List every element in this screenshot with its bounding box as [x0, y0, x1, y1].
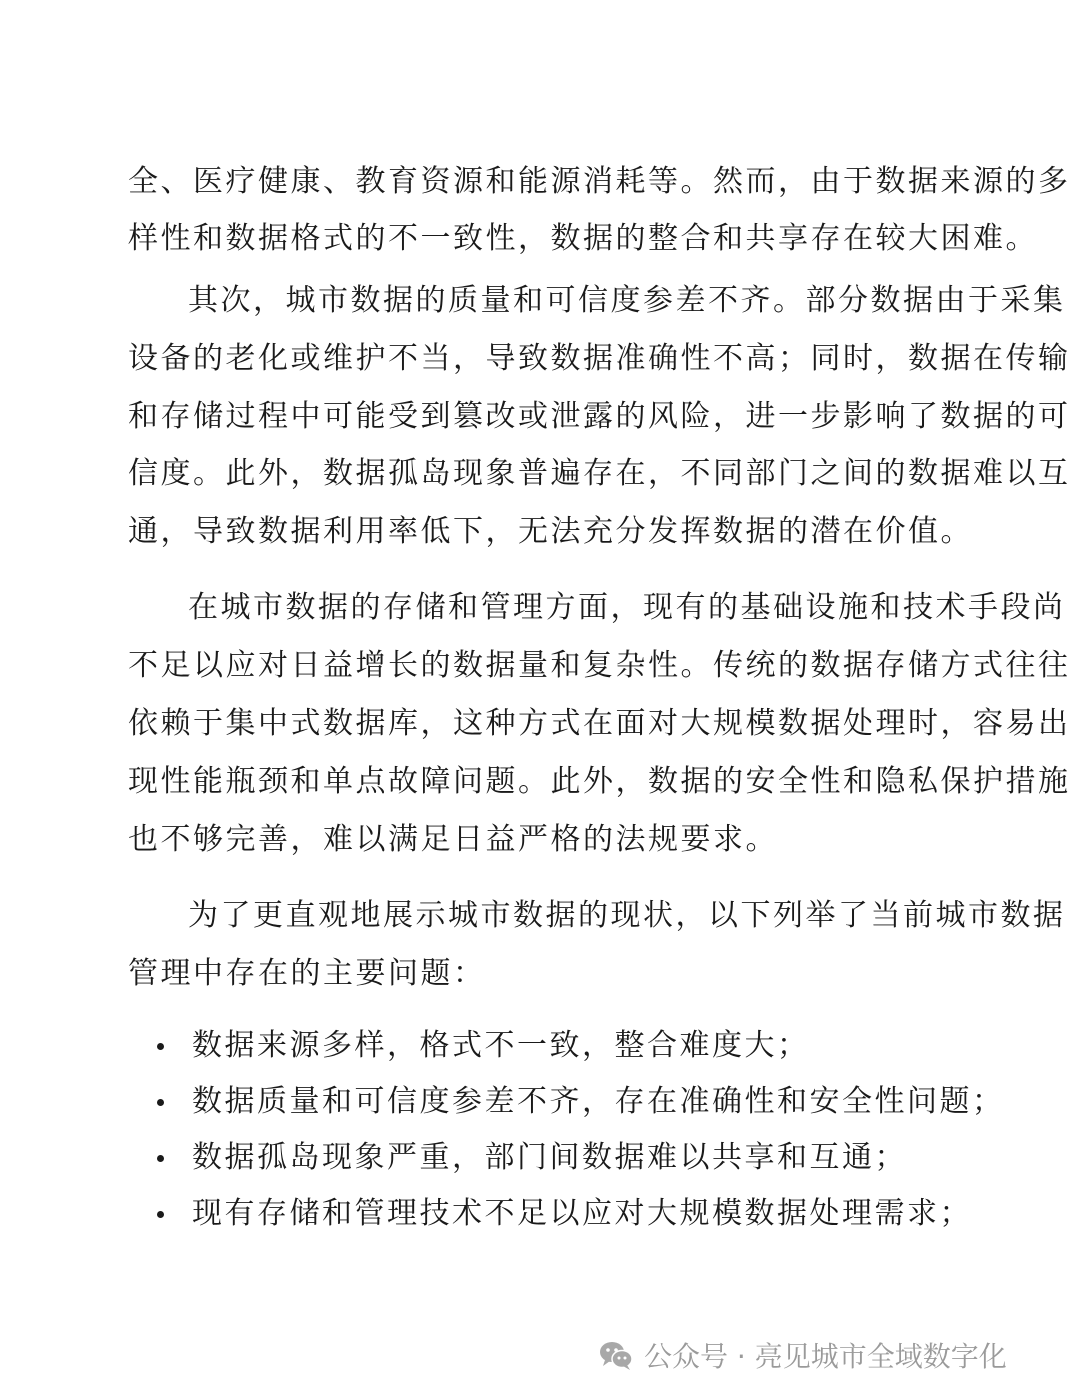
paragraph-2-line-5: 通，导致数据利用率低下，无法充分发挥数据的潜在价值。: [128, 514, 973, 549]
watermark-text: 公众号 · 亮见城市全域数字化: [644, 1340, 1007, 1373]
paragraph-1-line-2: 样性和数据格式的不一致性，数据的整合和共享存在较大困难。: [128, 221, 1038, 256]
bullet-item-3: 数据孤岛现象严重，部门间数据难以共享和互通；: [192, 1140, 907, 1175]
paragraph-3-line-5: 也不够完善，难以满足日益严格的法规要求。: [128, 822, 778, 857]
paragraph-2-line-1: 其次，城市数据的质量和可信度参差不齐。部分数据由于采集: [188, 283, 1066, 318]
bullet-marker: [157, 1211, 164, 1218]
paragraph-2-line-3: 和存储过程中可能受到篡改或泄露的风险，进一步影响了数据的可: [128, 399, 1071, 434]
bullet-marker: [157, 1155, 164, 1162]
paragraph-2-line-4: 信度。此外，数据孤岛现象普遍存在，不同部门之间的数据难以互: [128, 456, 1071, 491]
paragraph-2-line-2: 设备的老化或维护不当，导致数据准确性不高；同时，数据在传输: [128, 341, 1071, 376]
wechat-icon: [598, 1339, 634, 1371]
paragraph-3-line-4: 现性能瓶颈和单点故障问题。此外，数据的安全性和隐私保护措施: [128, 764, 1071, 799]
paragraph-4-line-2: 管理中存在的主要问题：: [128, 956, 486, 991]
paragraph-3-line-2: 不足以应对日益增长的数据量和复杂性。传统的数据存储方式往往: [128, 648, 1071, 683]
bullet-item-4: 现有存储和管理技术不足以应对大规模数据处理需求；: [192, 1196, 972, 1231]
bullet-item-1: 数据来源多样，格式不一致，整合难度大；: [192, 1028, 810, 1063]
watermark: [598, 1333, 1007, 1377]
paragraph-4-line-1: 为了更直观地展示城市数据的现状，以下列举了当前城市数据: [188, 898, 1066, 933]
paragraph-3-line-1: 在城市数据的存储和管理方面，现有的基础设施和技术手段尚: [188, 590, 1066, 625]
paragraph-1-line-1: 全、医疗健康、教育资源和能源消耗等。然而，由于数据来源的多: [128, 164, 1071, 199]
paragraph-3-line-3: 依赖于集中式数据库，这种方式在面对大规模数据处理时，容易出: [128, 706, 1071, 741]
bullet-marker: [157, 1099, 164, 1106]
bullet-marker: [157, 1043, 164, 1050]
bullet-item-2: 数据质量和可信度参差不齐，存在准确性和安全性问题；: [192, 1084, 1005, 1119]
